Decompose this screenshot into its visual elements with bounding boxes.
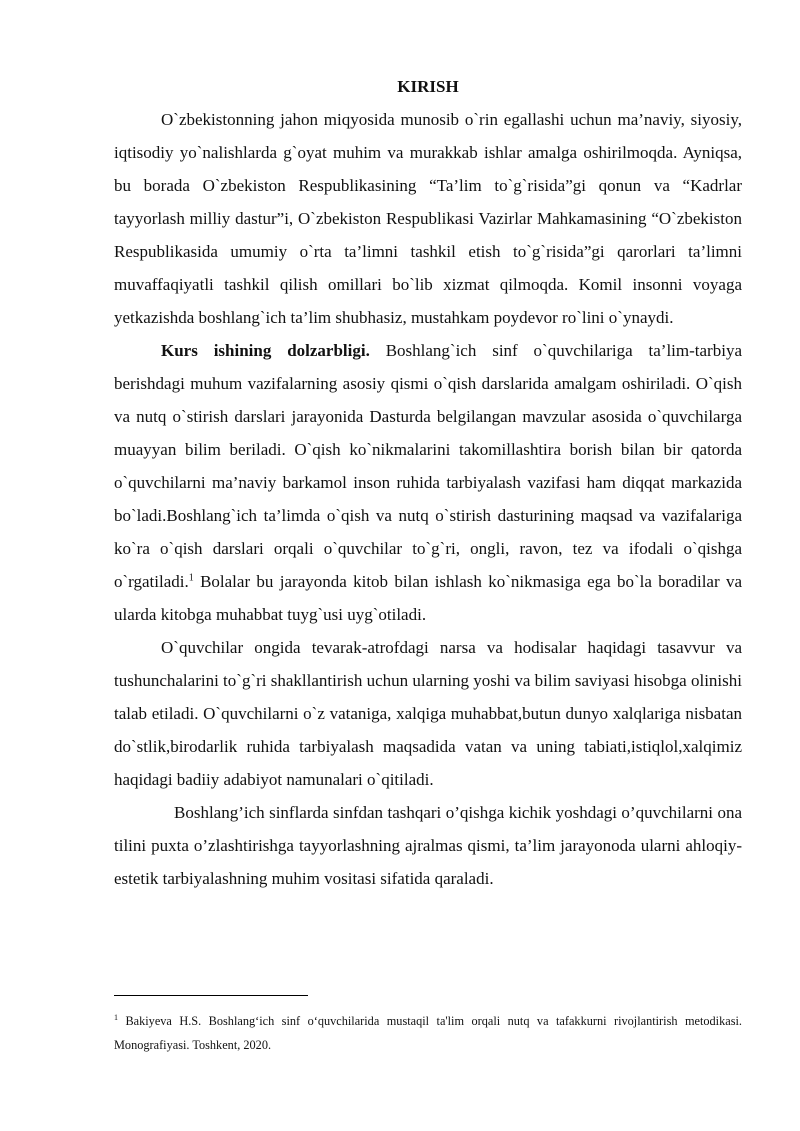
footnote-separator	[114, 995, 308, 996]
document-body	[114, 70, 742, 895]
relevance-text-a: Boshlang`ich sinf o`quvchilariga ta’lim-tarbiya berishdagi muhum vazifalarning asosiy qismi o`qish darslarida amalgam oshiriladi. O`qish va nutq o`stirish darslari jarayonida Dasturda belgilangan mavzular asosida o`quvchilarga muayyan bilim beriladi. O`qish ko`nikmalarini takomillashtira borish bilan bir qatorda o`quvchilarni ma’naviy barkamol inson ruhida tarbiyalash vazifasi ham diqqat markazida bo`ladi.Boshlang`ich ta’limda o`qish va nutq o`stirish dasturining maqsad va vazifalariga ko`ra o`qish darslari orqali o`quvchilar to`g`ri, ongli, ravon, tez va ifodali o`qishga o`rgatiladi.	[114, 341, 742, 591]
paragraph-relevance	[114, 334, 742, 631]
relevance-heading: Kurs ishining dolzarbligi.	[161, 341, 370, 360]
footnote	[114, 1009, 742, 1057]
paragraph-extracurricular: Boshlang’ich sinflarda sinfdan tashqari o’qishga kichik yoshdagi o’quvchilarni ona tilini puxta o’zlashtirishga tayyorlashning ajralmas qismi, ta’lim jarayonoda ularni ahloqiy-estetik tarbiyalashning muhim vositasi sifatida qaraladi.	[114, 803, 742, 888]
paragraph-students: O`quvchilar ongida tevarak-atrofdagi narsa va hodisalar haqidagi tasavvur va tushunchalarini to`g`ri shakllantirish uchun ularning yoshi va bilim saviyasi hisobga olinishi talab etiladi. O`quvchilarni o`z vataniga, xalqiga muhabbat,butun dunyo xalqlariga nisbatan do`stlik,birodarlik ruhida tarbiyalash maqsadida vatan va uning tabiati,istiqlol,xalqimiz haqidagi badiiy adabiyot namunalari o`qitiladi.	[114, 638, 742, 789]
footnote-marker: 1	[114, 1012, 118, 1022]
page-title: KIRISH	[397, 77, 459, 96]
relevance-text-b: Bolalar bu jarayonda kitob bilan ishlash ko`nikmasiga ega bo`la boradilar va ularda kitobga muhabbat tuyg`usi uyg`otiladi.	[114, 572, 742, 624]
footnote-reference[interactable]: 1	[188, 572, 194, 584]
paragraph-intro: O`zbekistonning jahon miqyosida munosib o`rin egallashi uchun ma’naviy, siyosiy, iqtisodiy yo`nalishlarda g`oyat muhim va murakkab ishlar amalga oshirilmoqda. Ayniqsa, bu borada O`zbekiston Respublikasining “Ta’lim to`g`risida”gi qonun va “Kadrlar tayyorlash milliy dastur”i, O`zbekiston Respublikasi Vazirlar Mahkamasining “O`zbekiston Respublikasida umumiy o`rta ta’limni tashkil etish to`g`risida”gi qarorlari ta’limni muvaffaqiyatli tashkil qilish omillari bo`lib xizmat qilmoqda. Komil insonni voyaga yetkazishda boshlang`ich ta’lim shubhasiz, mustahkam poydevor ro`lini o`ynaydi.	[114, 110, 742, 327]
footnote-text: Bakiyeva H.S. Boshlang‘ich sinf o‘quvchilarida mustaqil ta'lim orqali nutq va tafakkurni rivojlantirish metodikasi. Monografiyasi. Toshkent, 2020.	[114, 1014, 742, 1052]
